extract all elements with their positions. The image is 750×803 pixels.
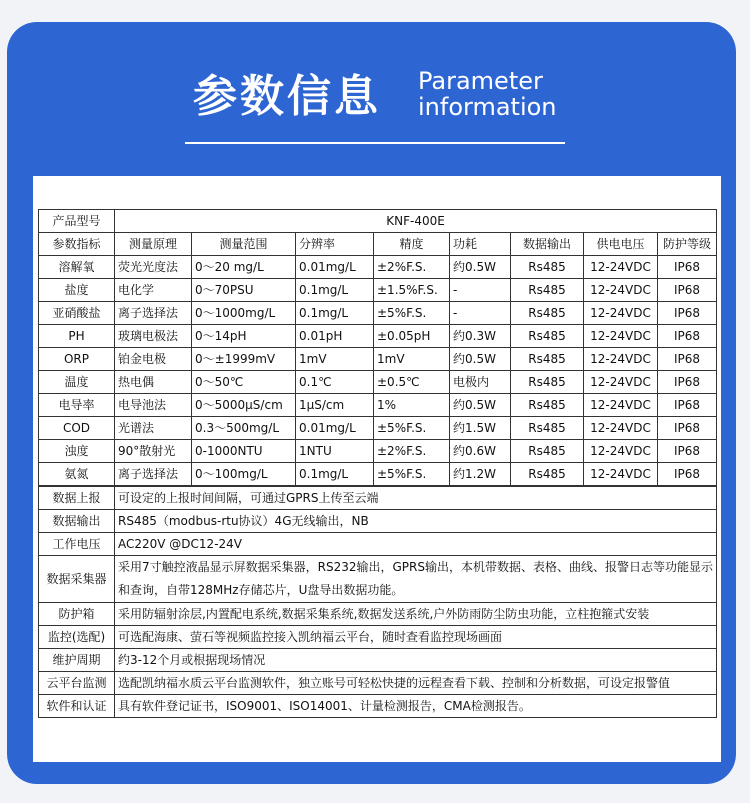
table-cell: 12-24VDC: [584, 302, 658, 325]
table-cell: Rs485: [511, 463, 584, 486]
table-cell: 0～1000mg/L: [192, 302, 296, 325]
model-label: 产品型号: [39, 210, 115, 233]
table-cell: 0～100mg/L: [192, 463, 296, 486]
table-cell: 约1.5W: [450, 417, 511, 440]
subtitle-line-2: information: [418, 93, 557, 121]
table-cell: 0-1000NTU: [192, 440, 296, 463]
parameter-name-cell: 盐度: [39, 279, 115, 302]
parameter-name-cell: ORP: [39, 348, 115, 371]
info-label: 软件和认证: [39, 695, 115, 718]
table-row: [39, 325, 717, 348]
info-row: [39, 695, 717, 718]
table-row: [39, 463, 717, 486]
header-cell: 测量范围: [192, 233, 296, 256]
table-cell: 约0.3W: [450, 325, 511, 348]
info-value: 可设定的上报时间间隔，可通过GPRS上传至云端: [115, 487, 717, 510]
info-value: 选配凯纳福水质云平台监测软件，独立账号可轻松快捷的远程查看下载、控制和分析数据，可设定报警值: [115, 672, 717, 695]
table-cell: 电导池法: [115, 394, 192, 417]
table-cell: 1NTU: [296, 440, 374, 463]
header-cell: 分辨率: [296, 233, 374, 256]
table-cell: Rs485: [511, 371, 584, 394]
table-cell: Rs485: [511, 440, 584, 463]
table-cell: 1mV: [374, 348, 450, 371]
parameter-name-cell: 溶解氧: [39, 256, 115, 279]
table-cell: ±5%F.S.: [374, 417, 450, 440]
table-cell: 12-24VDC: [584, 463, 658, 486]
table-cell: 12-24VDC: [584, 417, 658, 440]
table-row: [39, 440, 717, 463]
table-cell: 12-24VDC: [584, 279, 658, 302]
table-cell: 荧光光度法: [115, 256, 192, 279]
table-cell: 0～5000μS/cm: [192, 394, 296, 417]
title-underline: [185, 142, 565, 144]
table-cell: 0.3～500mg/L: [192, 417, 296, 440]
table-cell: 约0.5W: [450, 348, 511, 371]
table-cell: -: [450, 279, 511, 302]
table-cell: 0～±1999mV: [192, 348, 296, 371]
spec-table: [38, 209, 717, 486]
table-cell: Rs485: [511, 279, 584, 302]
table-cell: 铂金电极: [115, 348, 192, 371]
table-cell: 1%: [374, 394, 450, 417]
info-value: AC220V @DC12-24V: [115, 533, 717, 556]
model-row: [39, 210, 717, 233]
table-row: [39, 394, 717, 417]
table-cell: Rs485: [511, 325, 584, 348]
table-cell: Rs485: [511, 394, 584, 417]
info-row: [39, 626, 717, 649]
parameter-name-cell: 氨氮: [39, 463, 115, 486]
table-cell: 0.01mg/L: [296, 417, 374, 440]
table-cell: 0.1mg/L: [296, 302, 374, 325]
tables-wrapper: [38, 209, 716, 718]
table-cell: ±0.5℃: [374, 371, 450, 394]
info-row: [39, 487, 717, 510]
table-cell: ±5%F.S.: [374, 302, 450, 325]
table-cell: 约0.5W: [450, 394, 511, 417]
table-cell: 约0.5W: [450, 256, 511, 279]
table-cell: IP68: [658, 302, 717, 325]
info-label: 数据输出: [39, 510, 115, 533]
table-row: [39, 417, 717, 440]
table-cell: 0.1mg/L: [296, 463, 374, 486]
parameter-name-cell: 亚硝酸盐: [39, 302, 115, 325]
table-cell: Rs485: [511, 348, 584, 371]
table-cell: 0.01mg/L: [296, 256, 374, 279]
table-cell: 12-24VDC: [584, 325, 658, 348]
info-value: 可选配海康、萤石等视频监控接入凯纳福云平台，随时查看监控现场画面: [115, 626, 717, 649]
info-label: 工作电压: [39, 533, 115, 556]
table-cell: 玻璃电极法: [115, 325, 192, 348]
table-cell: Rs485: [511, 417, 584, 440]
table-cell: 0～70PSU: [192, 279, 296, 302]
table-cell: 90°散射光: [115, 440, 192, 463]
header-cell: 供电电压: [584, 233, 658, 256]
page-title: 参数信息: [193, 71, 381, 122]
table-cell: 0.1mg/L: [296, 279, 374, 302]
header-cell: 防护等级: [658, 233, 717, 256]
info-value: 采用防辐射涂层,内置配电系统,数据采集系统,数据发送系统,户外防雨防尘防虫功能，立柱抱箍式安装: [115, 603, 717, 626]
table-cell: 电化学: [115, 279, 192, 302]
table-cell: IP68: [658, 348, 717, 371]
table-cell: ±2%F.S.: [374, 440, 450, 463]
subtitle-line-1: Parameter: [418, 67, 543, 95]
info-table: [38, 486, 717, 718]
header-cell: 参数指标: [39, 233, 115, 256]
info-label: 数据采集器: [39, 556, 115, 603]
table-cell: -: [450, 302, 511, 325]
table-cell: IP68: [658, 279, 717, 302]
table-row: [39, 371, 717, 394]
table-cell: 离子选择法: [115, 302, 192, 325]
content-card: [33, 176, 721, 762]
table-cell: 0.1℃: [296, 371, 374, 394]
table-cell: 12-24VDC: [584, 371, 658, 394]
table-cell: 热电偶: [115, 371, 192, 394]
table-cell: ±2%F.S.: [374, 256, 450, 279]
table-cell: ±1.5%F.S.: [374, 279, 450, 302]
parameter-name-cell: 电导率: [39, 394, 115, 417]
table-row: [39, 279, 717, 302]
page-subtitle: [418, 68, 557, 120]
table-cell: IP68: [658, 394, 717, 417]
header-cell: 功耗: [450, 233, 511, 256]
table-cell: 1mV: [296, 348, 374, 371]
table-row: [39, 256, 717, 279]
table-cell: 约0.6W: [450, 440, 511, 463]
table-cell: ±5%F.S.: [374, 463, 450, 486]
parameter-name-cell: PH: [39, 325, 115, 348]
table-cell: IP68: [658, 371, 717, 394]
info-value: RS485（modbus-rtu协议）4G无线输出，NB: [115, 510, 717, 533]
table-cell: 0.01pH: [296, 325, 374, 348]
table-cell: IP68: [658, 417, 717, 440]
table-cell: IP68: [658, 440, 717, 463]
table-cell: 光谱法: [115, 417, 192, 440]
table-cell: IP68: [658, 325, 717, 348]
info-label: 监控(选配): [39, 626, 115, 649]
table-cell: 0～50℃: [192, 371, 296, 394]
parameter-name-cell: 浊度: [39, 440, 115, 463]
table-row: [39, 302, 717, 325]
info-row: [39, 672, 717, 695]
table-cell: Rs485: [511, 256, 584, 279]
table-cell: IP68: [658, 256, 717, 279]
header-cell: 精度: [374, 233, 450, 256]
info-label: 云平台监测: [39, 672, 115, 695]
info-label: 数据上报: [39, 487, 115, 510]
info-row: [39, 603, 717, 626]
header-cell: 测量原理: [115, 233, 192, 256]
model-value: KNF-400E: [115, 210, 717, 233]
parameter-name-cell: COD: [39, 417, 115, 440]
table-cell: 12-24VDC: [584, 440, 658, 463]
table-cell: Rs485: [511, 302, 584, 325]
info-row: [39, 649, 717, 672]
table-cell: 离子选择法: [115, 463, 192, 486]
info-value: 约3-12个月或根据现场情况: [115, 649, 717, 672]
table-cell: 0～20 mg/L: [192, 256, 296, 279]
table-cell: 约1.2W: [450, 463, 511, 486]
table-cell: 12-24VDC: [584, 348, 658, 371]
info-row: [39, 533, 717, 556]
table-cell: 电极内: [450, 371, 511, 394]
table-cell: 0～14pH: [192, 325, 296, 348]
info-row: [39, 510, 717, 533]
table-cell: ±0.05pH: [374, 325, 450, 348]
parameter-name-cell: 温度: [39, 371, 115, 394]
header-cell: 数据输出: [511, 233, 584, 256]
info-label: 防护箱: [39, 603, 115, 626]
table-cell: 12-24VDC: [584, 394, 658, 417]
header-row: [39, 233, 717, 256]
table-cell: 1μS/cm: [296, 394, 374, 417]
info-value: 具有软件登记证书，ISO9001、ISO14001、计量检测报告，CMA检测报告。: [115, 695, 717, 718]
info-label: 维护周期: [39, 649, 115, 672]
table-cell: IP68: [658, 463, 717, 486]
table-row: [39, 348, 717, 371]
info-row: [39, 556, 717, 603]
table-cell: 12-24VDC: [584, 256, 658, 279]
info-value: 采用7寸触控液晶显示屏数据采集器，RS232输出，GPRS输出，本机带数据、表格、曲线、报警日志等功能显示和查询，自带128MHz存储芯片，U盘导出数据功能。: [115, 556, 717, 603]
